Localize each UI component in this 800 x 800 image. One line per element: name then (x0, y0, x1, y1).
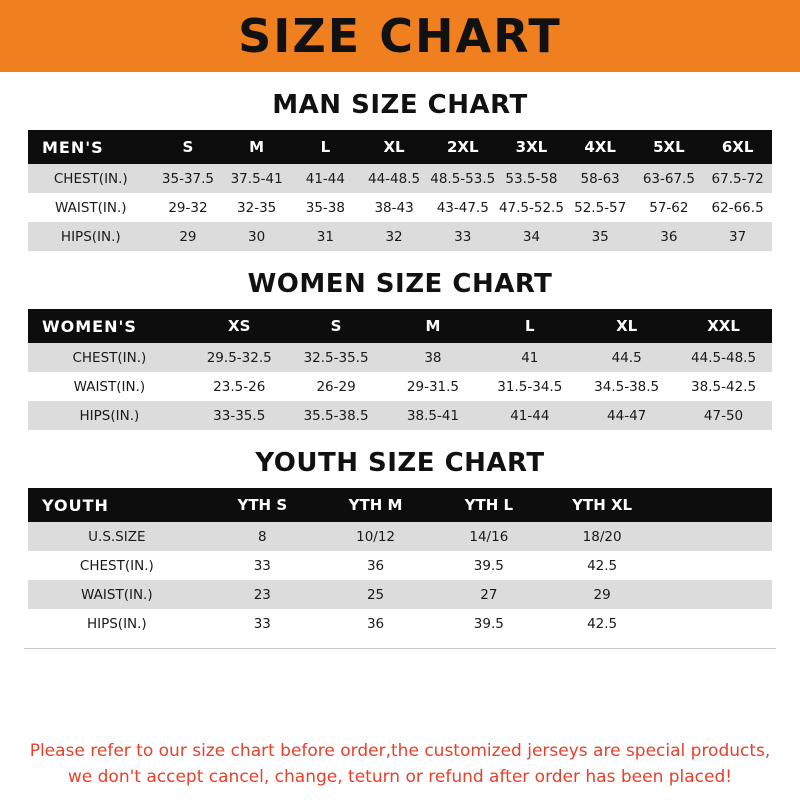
cell: 58-63 (566, 164, 635, 193)
col-header-l: L (481, 309, 578, 343)
man-table-header (28, 130, 772, 164)
col-header-l: L (291, 130, 360, 164)
col-header-s: S (154, 130, 223, 164)
col-header-s: S (288, 309, 385, 343)
cell: 44.5 (578, 343, 675, 372)
footer-note-line-1: Please refer to our size chart before order,the customized jerseys are special products, (29, 741, 771, 761)
col-header-5xl: 5XL (635, 130, 704, 164)
cell: 67.5-72 (703, 164, 772, 193)
cell: 32 (360, 222, 429, 251)
col-header-m: M (385, 309, 482, 343)
table-row (28, 580, 772, 609)
table-row (28, 193, 772, 222)
cell: 41 (481, 343, 578, 372)
row-label-waist: WAIST(IN.) (28, 580, 206, 609)
col-header-6xl: 6XL (703, 130, 772, 164)
page-banner (0, 0, 800, 72)
cell: 36 (635, 222, 704, 251)
cell-spacer (659, 522, 772, 551)
table-header-row (28, 488, 772, 522)
cell: 35.5-38.5 (288, 401, 385, 430)
table-row (28, 551, 772, 580)
col-header-xxl: XXL (675, 309, 772, 343)
cell: 48.5-53.5 (428, 164, 497, 193)
cell: 37 (703, 222, 772, 251)
col-header-m: M (222, 130, 291, 164)
cell: 23.5-26 (191, 372, 288, 401)
man-table-body (28, 164, 772, 251)
col-header-xs: XS (191, 309, 288, 343)
row-label-chest: CHEST(IN.) (28, 551, 206, 580)
cell: 42.5 (545, 609, 658, 638)
cell: 8 (206, 522, 319, 551)
cell: 38-43 (360, 193, 429, 222)
col-header-xl: XL (578, 309, 675, 343)
cell: 29 (154, 222, 223, 251)
row-label-hips: HIPS(IN.) (28, 222, 154, 251)
cell: 26-29 (288, 372, 385, 401)
cell: 35-38 (291, 193, 360, 222)
youth-size-table (28, 488, 772, 638)
cell-spacer (659, 580, 772, 609)
col-header-yth-m: YTH M (319, 488, 432, 522)
cell: 39.5 (432, 609, 545, 638)
cell: 43-47.5 (428, 193, 497, 222)
women-table-header (28, 309, 772, 343)
cell: 63-67.5 (635, 164, 704, 193)
cell: 33-35.5 (191, 401, 288, 430)
section-women (0, 269, 800, 430)
section-man (0, 90, 800, 251)
row-label-us-size: U.S.SIZE (28, 522, 206, 551)
cell: 38 (385, 343, 482, 372)
cell: 29.5-32.5 (191, 343, 288, 372)
col-header-yth-xl: YTH XL (545, 488, 658, 522)
cell: 34.5-38.5 (578, 372, 675, 401)
cell: 14/16 (432, 522, 545, 551)
table-row (28, 343, 772, 372)
col-header-label: YOUTH (28, 488, 206, 522)
cell: 30 (222, 222, 291, 251)
cell: 33 (206, 551, 319, 580)
table-row (28, 401, 772, 430)
cell: 37.5-41 (222, 164, 291, 193)
cell: 41-44 (291, 164, 360, 193)
footer-note (0, 738, 800, 790)
cell: 36 (319, 551, 432, 580)
page-title: SIZE CHART (238, 9, 562, 63)
table-row (28, 372, 772, 401)
cell: 33 (428, 222, 497, 251)
cell: 31 (291, 222, 360, 251)
cell: 29-31.5 (385, 372, 482, 401)
cell: 35 (566, 222, 635, 251)
section-title-women: WOMEN SIZE CHART (247, 269, 553, 299)
row-label-waist: WAIST(IN.) (28, 193, 154, 222)
row-label-hips: HIPS(IN.) (28, 401, 191, 430)
cell: 32.5-35.5 (288, 343, 385, 372)
cell: 36 (319, 609, 432, 638)
col-header-spacer (659, 488, 772, 522)
cell: 27 (432, 580, 545, 609)
cell: 32-35 (222, 193, 291, 222)
table-row (28, 522, 772, 551)
cell: 41-44 (481, 401, 578, 430)
cell: 47-50 (675, 401, 772, 430)
col-header-yth-l: YTH L (432, 488, 545, 522)
cell: 29-32 (154, 193, 223, 222)
col-header-label: MEN'S (28, 130, 154, 164)
cell: 44-48.5 (360, 164, 429, 193)
man-size-table (28, 130, 772, 251)
section-youth (0, 448, 800, 638)
row-label-waist: WAIST(IN.) (28, 372, 191, 401)
women-table-body (28, 343, 772, 430)
cell: 25 (319, 580, 432, 609)
table-row (28, 164, 772, 193)
footer-divider (24, 648, 776, 649)
cell: 35-37.5 (154, 164, 223, 193)
table-header-row (28, 130, 772, 164)
cell-spacer (659, 609, 772, 638)
cell: 10/12 (319, 522, 432, 551)
row-label-chest: CHEST(IN.) (28, 164, 154, 193)
section-title-youth: YOUTH SIZE CHART (255, 448, 545, 478)
cell: 52.5-57 (566, 193, 635, 222)
table-header-row (28, 309, 772, 343)
youth-table-header (28, 488, 772, 522)
cell: 44-47 (578, 401, 675, 430)
cell: 29 (545, 580, 658, 609)
women-size-table (28, 309, 772, 430)
table-row (28, 609, 772, 638)
cell: 39.5 (432, 551, 545, 580)
col-header-3xl: 3XL (497, 130, 566, 164)
col-header-4xl: 4XL (566, 130, 635, 164)
cell: 38.5-42.5 (675, 372, 772, 401)
cell: 57-62 (635, 193, 704, 222)
row-label-hips: HIPS(IN.) (28, 609, 206, 638)
cell: 62-66.5 (703, 193, 772, 222)
youth-table-body (28, 522, 772, 638)
col-header-label: WOMEN'S (28, 309, 191, 343)
footer-note-line-2: we don't accept cancel, change, teturn or refund after order has been placed! (67, 767, 733, 787)
col-header-2xl: 2XL (428, 130, 497, 164)
cell: 23 (206, 580, 319, 609)
cell: 34 (497, 222, 566, 251)
cell: 18/20 (545, 522, 658, 551)
cell: 47.5-52.5 (497, 193, 566, 222)
col-header-xl: XL (360, 130, 429, 164)
row-label-chest: CHEST(IN.) (28, 343, 191, 372)
cell: 53.5-58 (497, 164, 566, 193)
table-row (28, 222, 772, 251)
cell: 44.5-48.5 (675, 343, 772, 372)
cell: 38.5-41 (385, 401, 482, 430)
cell: 31.5-34.5 (481, 372, 578, 401)
section-title-man: MAN SIZE CHART (272, 90, 528, 120)
cell: 33 (206, 609, 319, 638)
cell: 42.5 (545, 551, 658, 580)
cell-spacer (659, 551, 772, 580)
col-header-yth-s: YTH S (206, 488, 319, 522)
